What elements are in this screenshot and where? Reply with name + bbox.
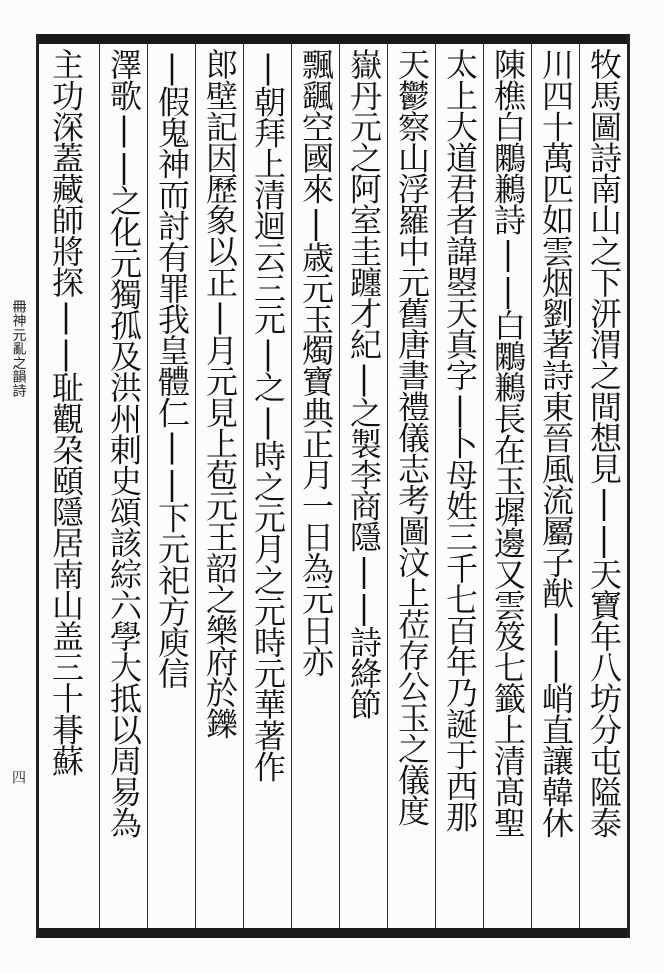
right-border	[627, 34, 630, 938]
text-column-9: 郎壁記因歷象以正|月元見上苞元王韶之樂府於鑠	[201, 48, 239, 739]
left-border	[36, 34, 39, 938]
text-column-1: 牧馬圖詩南山之下汧渭之間想見||天寶年八坊分屯隘泰	[585, 48, 623, 838]
text-column-11: 澤歌||之化元獨孤及洪州剌史頌該綜六學大抵以周易為	[105, 48, 143, 838]
text-column-3: 陳樵白鷴鶼詩||白鷴鶼長在玉墀邊又雲笈七籤上清髙聖	[489, 48, 527, 838]
text-column-5: 天鬱察山浮羅中元舊唐書禮儀志考圖汶上莅存公玉之儀度	[393, 48, 431, 826]
bottom-border	[36, 928, 630, 938]
top-border	[36, 34, 630, 44]
text-column-6: 嶽丹元之阿室圭躔才紀|之製李商隱||詩絳節	[345, 48, 383, 720]
text-column-8: |朝拜上清迴云三元|之|時之元月之元時元華著作	[249, 48, 287, 782]
text-column-4: 太上大道君者諱曌天真字|卜母姓三千七百年乃誕于西那	[441, 48, 479, 832]
margin-footer: 四	[10, 770, 26, 784]
margin-title: 𠕋神元亂之韻詩	[10, 300, 26, 398]
text-column-2: 川四十萬匹如雲烟劉著詩東晉風流屬子猷||峭直讓韓休	[537, 48, 575, 838]
text-column-10: |假鬼神而討有罪我皇體仁||下元祀方庾信	[153, 48, 191, 689]
text-column-7: 飄颻空國來|歳元玉燭寶典正月一日為元日亦	[297, 48, 335, 677]
text-column-12: 主功深蓋藏師將探||耻觀朶頤隱居南山盖三十朞蘇	[47, 48, 85, 776]
